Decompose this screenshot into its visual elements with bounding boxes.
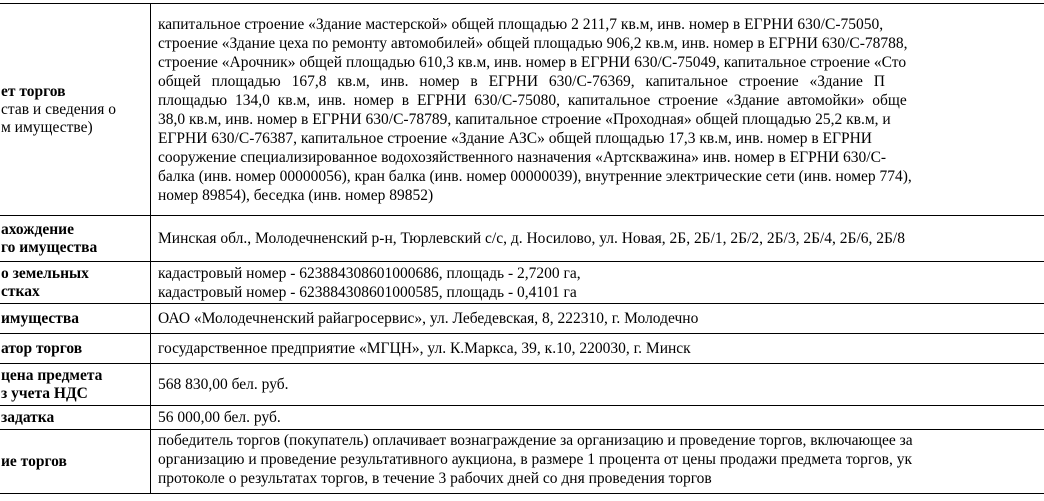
- value-land: [151, 262, 1044, 304]
- subject-line-5: площадью 134,0 кв.м, инв. номер в ЕГРНИ 630/С-75080, капитальное строение «Здание автомойки» обще: [158, 91, 907, 109]
- value-subject: [151, 4, 1044, 216]
- organizer-text: государственное предприятие «МГЦН», ул. К.Маркса, 39, к.10, 220030, г. Минск: [158, 340, 691, 357]
- subject-line-1: капитальное строение «Здание мастерской» общей площадью 2 211,7 кв.м, инв. номер в ЕГРНИ 630/С-75050,: [158, 15, 884, 33]
- conditions-line-3: протоколе о результатах торгов, в течение 3 рабочих дней со дня проведения торгов: [158, 470, 712, 487]
- label-price-line-1: цена предмета: [1, 366, 103, 384]
- label-conditions-line-1: ие торгов: [1, 452, 67, 470]
- subject-line-4: общей площадью 167,8 кв.м, инв. номер в ЕГРНИ 630/С-76369, капитальное строение «Здание П: [158, 72, 885, 90]
- land-line-1: кадастровый номер - 623884308601000686, площадь - 2,7200 га,: [158, 264, 581, 282]
- value-owner: [151, 304, 1044, 334]
- subject-line-2: строение «Здание цеха по ремонту автомобилей» общей площадью 906,2 кв.м, инв. номер в ЕГРНИ 630/С-78788,: [158, 34, 908, 52]
- label-land-line-1: о земельных: [1, 264, 89, 282]
- owner-text: ОАО «Молодечненский райагросервис», ул. Лебедевская, 8, 222310, г. Молодечно: [158, 310, 699, 327]
- deposit-text: 56 000,00 бел. руб.: [158, 409, 281, 426]
- auction-info-table: [0, 3, 1044, 494]
- land-line-2: кадастровый номер - 623884308601000585, площадь - 0,4101 га: [158, 283, 577, 301]
- label-location-line-1: ахождение: [1, 220, 74, 238]
- label-price-line-2: з учета НДС: [1, 384, 88, 402]
- value-organizer: [151, 334, 1044, 364]
- subject-line-9: балка (инв. номер 00000056), кран балка (инв. номер 00000039), внутренние электрические сети (инв. номер 774),: [158, 167, 912, 185]
- subject-line-7: ЕГРНИ 630/С-76387, капитальное строение «Здание АЗС» общей площадью 17,3 кв.м, инв. номер в ЕГРНИ: [158, 129, 872, 147]
- subject-line-6: 38,0 кв.м, инв. номер в ЕГРНИ 630/С-78789, капитальное строение «Проходная» общей площадью 25,2 кв.м, и: [158, 110, 891, 128]
- row-owner: [0, 304, 1044, 334]
- subject-line-3: строение «Арочник» общей площадью 610,3 кв.м, инв. номер в ЕГРНИ 630/С-75049, капитальное строение «Сто: [158, 53, 907, 71]
- label-location-line-2: го имущества: [1, 238, 98, 256]
- label-land: [0, 262, 151, 304]
- conditions-line-2: организацию и проведение результативного аукциона, в размере 1 процента от цены продажи предмета торгов, ук: [158, 451, 912, 468]
- price-text: 568 830,00 бел. руб.: [158, 376, 289, 393]
- label-deposit-line-1: задатка: [1, 408, 55, 426]
- label-subject-line-1: ет торгов: [1, 82, 66, 100]
- row-location: [0, 216, 1044, 262]
- value-price: [151, 364, 1044, 406]
- auction-notice-document: [0, 3, 1044, 494]
- label-subject-line-2: став и сведения о: [1, 100, 116, 118]
- conditions-line-1: победитель торгов (покупатель) оплачивает вознаграждение за организацию и проведение торгов, включающее за: [158, 432, 913, 449]
- label-owner-line-1: имущества: [1, 309, 80, 327]
- label-land-line-2: стках: [1, 282, 40, 300]
- label-location: [0, 216, 151, 262]
- row-price: [0, 364, 1044, 406]
- label-deposit: [0, 406, 151, 430]
- subject-line-10: номер 89854), беседка (инв. номер 89852): [158, 186, 434, 204]
- label-subject-line-3: м имуществе): [1, 118, 93, 136]
- row-conditions: [0, 430, 1044, 494]
- row-organizer: [0, 334, 1044, 364]
- label-conditions: [0, 430, 151, 494]
- value-conditions: [151, 430, 1044, 494]
- label-price: [0, 364, 151, 406]
- value-location: [151, 216, 1044, 262]
- location-text: Минская обл., Молодечненский р-н, Тюрлевский с/с, д. Носилово, ул. Новая, 2Б, 2Б/1, 2Б/2, 2Б/3, 2Б/4, 2Б/6, 2Б/8: [158, 230, 905, 247]
- row-subject: [0, 4, 1044, 216]
- value-deposit: [151, 406, 1044, 430]
- label-organizer: [0, 334, 151, 364]
- label-subject: [0, 4, 151, 216]
- row-land: [0, 262, 1044, 304]
- row-deposit: [0, 406, 1044, 430]
- label-organizer-line-1: атор торгов: [1, 339, 83, 357]
- subject-line-8: сооружение специализированное водохозяйственного назначения «Артскважина» инв. номер в ЕГРНИ 630/С-: [158, 148, 887, 166]
- label-owner: [0, 304, 151, 334]
